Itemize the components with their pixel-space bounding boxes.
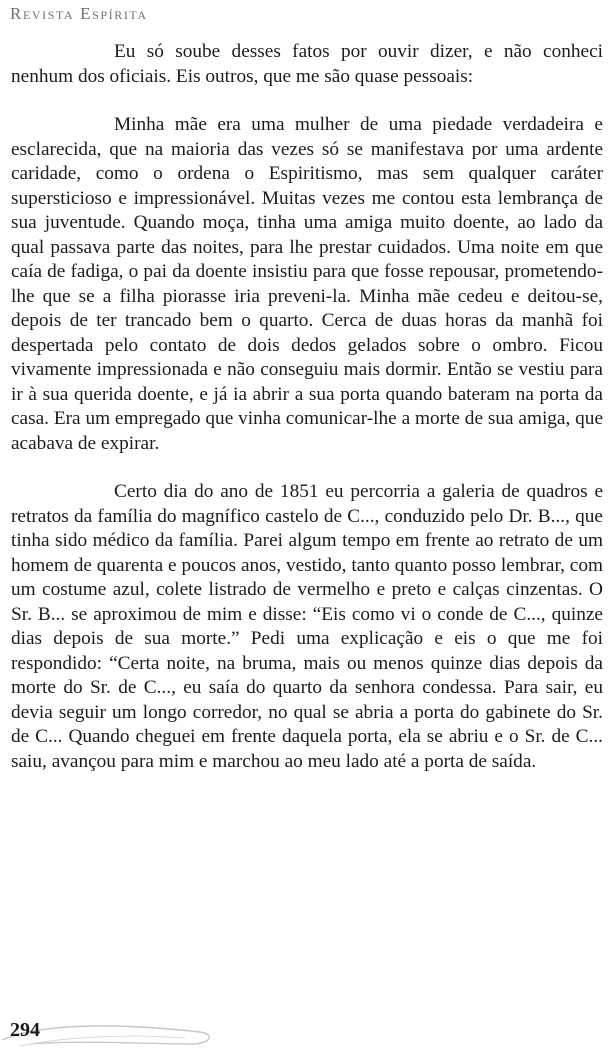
paragraph: Eu só soube desses fatos por ouvir dizer, e não conheci nenhum dos oficiais. Eis outros, que me são quase pessoais:: [11, 41, 603, 87]
page-body: [11, 40, 603, 774]
paragraph: Minha mãe era uma mulher de uma piedade verdadeira e esclarecida, que na maioria das vezes só se manifestava por uma ardente caridade, como o ordena o Espiritismo, mas sem qualquer caráter supersticioso e impressionável. Muitas vezes me contou esta lembrança de sua juventude. Quando moça, tinha uma amiga muito doente, ao lado da qual passava parte das noites, para lhe prestar cuidados. Uma noite em que caía de fadiga, o pai da doente insistiu para que fosse repousar, prometendo-lhe que se a filha piorasse iria preveni-la. Minha mãe cedeu e deitou-se, depois de ter trancado bem o quarto. Cerca de duas horas da manhã foi despertada pelo contato de dois dedos gelados sobre o ombro. Ficou vivamente impressionada e não conseguiu mais dormir. Então se vestiu para ir à sua querida doente, e já ia abrir a sua porta quando bateram na porta da casa. Era um empregado que vinha comunicar-lhe a morte de sua amiga, que acabava de expirar.: [11, 114, 603, 454]
paragraph: Certo dia do ano de 1851 eu percorria a galeria de quadros e retratos da família do magnífico castelo de C..., conduzido pelo Dr. B..., que tinha sido médico da família. Parei algum tempo em frente ao retrato de um homem de quarenta e poucos anos, vestido, tanto quanto posso lembrar, com um costume azul, colete listrado de vermelho e preto e calças cinzentas. O Sr. B... se aproximou de mim e disse: “Eis como vi o conde de C..., quinze dias depois de sua morte.” Pedi uma explicação e eis o que me foi respondido: “Certa noite, na bruma, mais ou menos quinze dias depois da morte do Sr. de C..., eu saía do quarto da senhora condessa. Para sair, eu devia seguir um longo corredor, no qual se abria a porta do gabinete do Sr. de C... Quando cheguei em frente daquela porta, ela se abriu e o Sr. de C... saiu, avançou para mim e marchou ao meu lado até a porta de saída.: [11, 481, 603, 772]
page-number: 294: [10, 1019, 40, 1041]
running-header: Revista Espírita: [10, 4, 148, 23]
